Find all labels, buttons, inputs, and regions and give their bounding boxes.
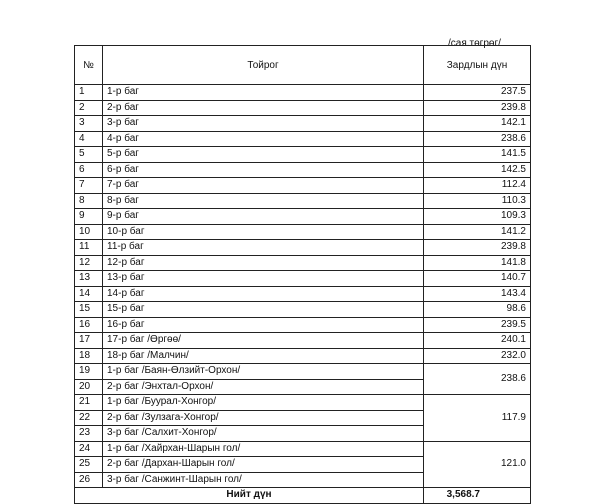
- table-row: [75, 302, 531, 318]
- table-row: [75, 441, 531, 457]
- row-number: 14: [75, 286, 103, 302]
- row-value: 143.4: [424, 286, 531, 302]
- row-value: 110.3: [424, 193, 531, 209]
- table-row: [75, 348, 531, 364]
- row-number: 17: [75, 333, 103, 349]
- row-name: 7-р баг: [103, 178, 424, 194]
- row-value: 238.6: [424, 131, 531, 147]
- row-number: 13: [75, 271, 103, 287]
- row-value: 232.0: [424, 348, 531, 364]
- row-number: 26: [75, 472, 103, 488]
- row-number: 4: [75, 131, 103, 147]
- table-row: [75, 224, 531, 240]
- row-name: 2-р баг /Энхтал-Орхон/: [103, 379, 424, 395]
- row-number: 2: [75, 100, 103, 116]
- row-number: 25: [75, 457, 103, 473]
- row-number: 6: [75, 162, 103, 178]
- header-district: Тойрог: [103, 46, 424, 85]
- row-name: 8-р баг: [103, 193, 424, 209]
- table-row: [75, 209, 531, 225]
- row-name: 18-р баг /Малчин/: [103, 348, 424, 364]
- row-value: 141.8: [424, 255, 531, 271]
- row-number: 10: [75, 224, 103, 240]
- table-row: [75, 395, 531, 411]
- row-number: 18: [75, 348, 103, 364]
- table-row: [75, 271, 531, 287]
- row-number: 9: [75, 209, 103, 225]
- row-number: 20: [75, 379, 103, 395]
- row-number: 7: [75, 178, 103, 194]
- row-number: 24: [75, 441, 103, 457]
- table-row: [75, 162, 531, 178]
- row-name: 3-р баг: [103, 116, 424, 132]
- row-value: 142.5: [424, 162, 531, 178]
- table-row: [75, 85, 531, 101]
- row-name: 2-р баг: [103, 100, 424, 116]
- row-number: 12: [75, 255, 103, 271]
- expense-table: [74, 45, 531, 504]
- merged-value-sharyn-gol: 121.0: [424, 441, 531, 488]
- table-row: [75, 193, 531, 209]
- row-number: 22: [75, 410, 103, 426]
- row-value: 141.2: [424, 224, 531, 240]
- row-value: 109.3: [424, 209, 531, 225]
- table-row: [75, 286, 531, 302]
- row-name: 1-р баг: [103, 85, 424, 101]
- row-name: 2-р баг /Дархан-Шарын гол/: [103, 457, 424, 473]
- row-number: 5: [75, 147, 103, 163]
- row-number: 23: [75, 426, 103, 442]
- row-number: 21: [75, 395, 103, 411]
- row-value: 237.5: [424, 85, 531, 101]
- row-value: 239.8: [424, 240, 531, 256]
- table-row: [75, 255, 531, 271]
- row-name: 14-р баг: [103, 286, 424, 302]
- table-row: [75, 178, 531, 194]
- header-number: №: [75, 46, 103, 85]
- row-name: 3-р баг /Салхит-Хонгор/: [103, 426, 424, 442]
- row-value: 142.1: [424, 116, 531, 132]
- row-value: 98.6: [424, 302, 531, 318]
- unit-note: /сая.төгрөг/: [448, 38, 501, 49]
- row-name: 16-р баг: [103, 317, 424, 333]
- row-number: 16: [75, 317, 103, 333]
- row-name: 5-р баг: [103, 147, 424, 163]
- row-name: 11-р баг: [103, 240, 424, 256]
- row-value: 112.4: [424, 178, 531, 194]
- table-row: [75, 333, 531, 349]
- row-name: 3-р баг /Санжинт-Шарын гол/: [103, 472, 424, 488]
- row-value: 140.7: [424, 271, 531, 287]
- row-name: 15-р баг: [103, 302, 424, 318]
- row-name: 13-р баг: [103, 271, 424, 287]
- row-name: 6-р баг: [103, 162, 424, 178]
- row-value: 141.5: [424, 147, 531, 163]
- table-row: [75, 100, 531, 116]
- table-row: [75, 147, 531, 163]
- row-number: 15: [75, 302, 103, 318]
- row-number: 19: [75, 364, 103, 380]
- row-name: 1-р баг /Баян-Өлзийт-Орхон/: [103, 364, 424, 380]
- total-value: 3,568.7: [424, 488, 531, 504]
- header-row: [75, 46, 531, 85]
- table-row: [75, 240, 531, 256]
- header-expense-total: Зардлын дүн: [424, 46, 531, 85]
- merged-value-khongor: 117.9: [424, 395, 531, 442]
- row-value: 239.8: [424, 100, 531, 116]
- table-row: [75, 131, 531, 147]
- table-row: [75, 317, 531, 333]
- total-row: [75, 488, 531, 504]
- total-label: Нийт дүн: [75, 488, 424, 504]
- row-value: 240.1: [424, 333, 531, 349]
- table-row: [75, 116, 531, 132]
- row-number: 11: [75, 240, 103, 256]
- row-name: 12-р баг: [103, 255, 424, 271]
- merged-value-orkhon: 238.6: [424, 364, 531, 395]
- row-name: 2-р баг /Зулзага-Хонгор/: [103, 410, 424, 426]
- row-name: 1-р баг /Хайрхан-Шарын гол/: [103, 441, 424, 457]
- row-number: 3: [75, 116, 103, 132]
- row-value: 239.5: [424, 317, 531, 333]
- row-name: 4-р баг: [103, 131, 424, 147]
- table-row: [75, 364, 531, 380]
- row-number: 8: [75, 193, 103, 209]
- row-number: 1: [75, 85, 103, 101]
- row-name: 9-р баг: [103, 209, 424, 225]
- row-name: 1-р баг /Буурал-Хонгор/: [103, 395, 424, 411]
- row-name: 10-р баг: [103, 224, 424, 240]
- row-name: 17-р баг /Өргөө/: [103, 333, 424, 349]
